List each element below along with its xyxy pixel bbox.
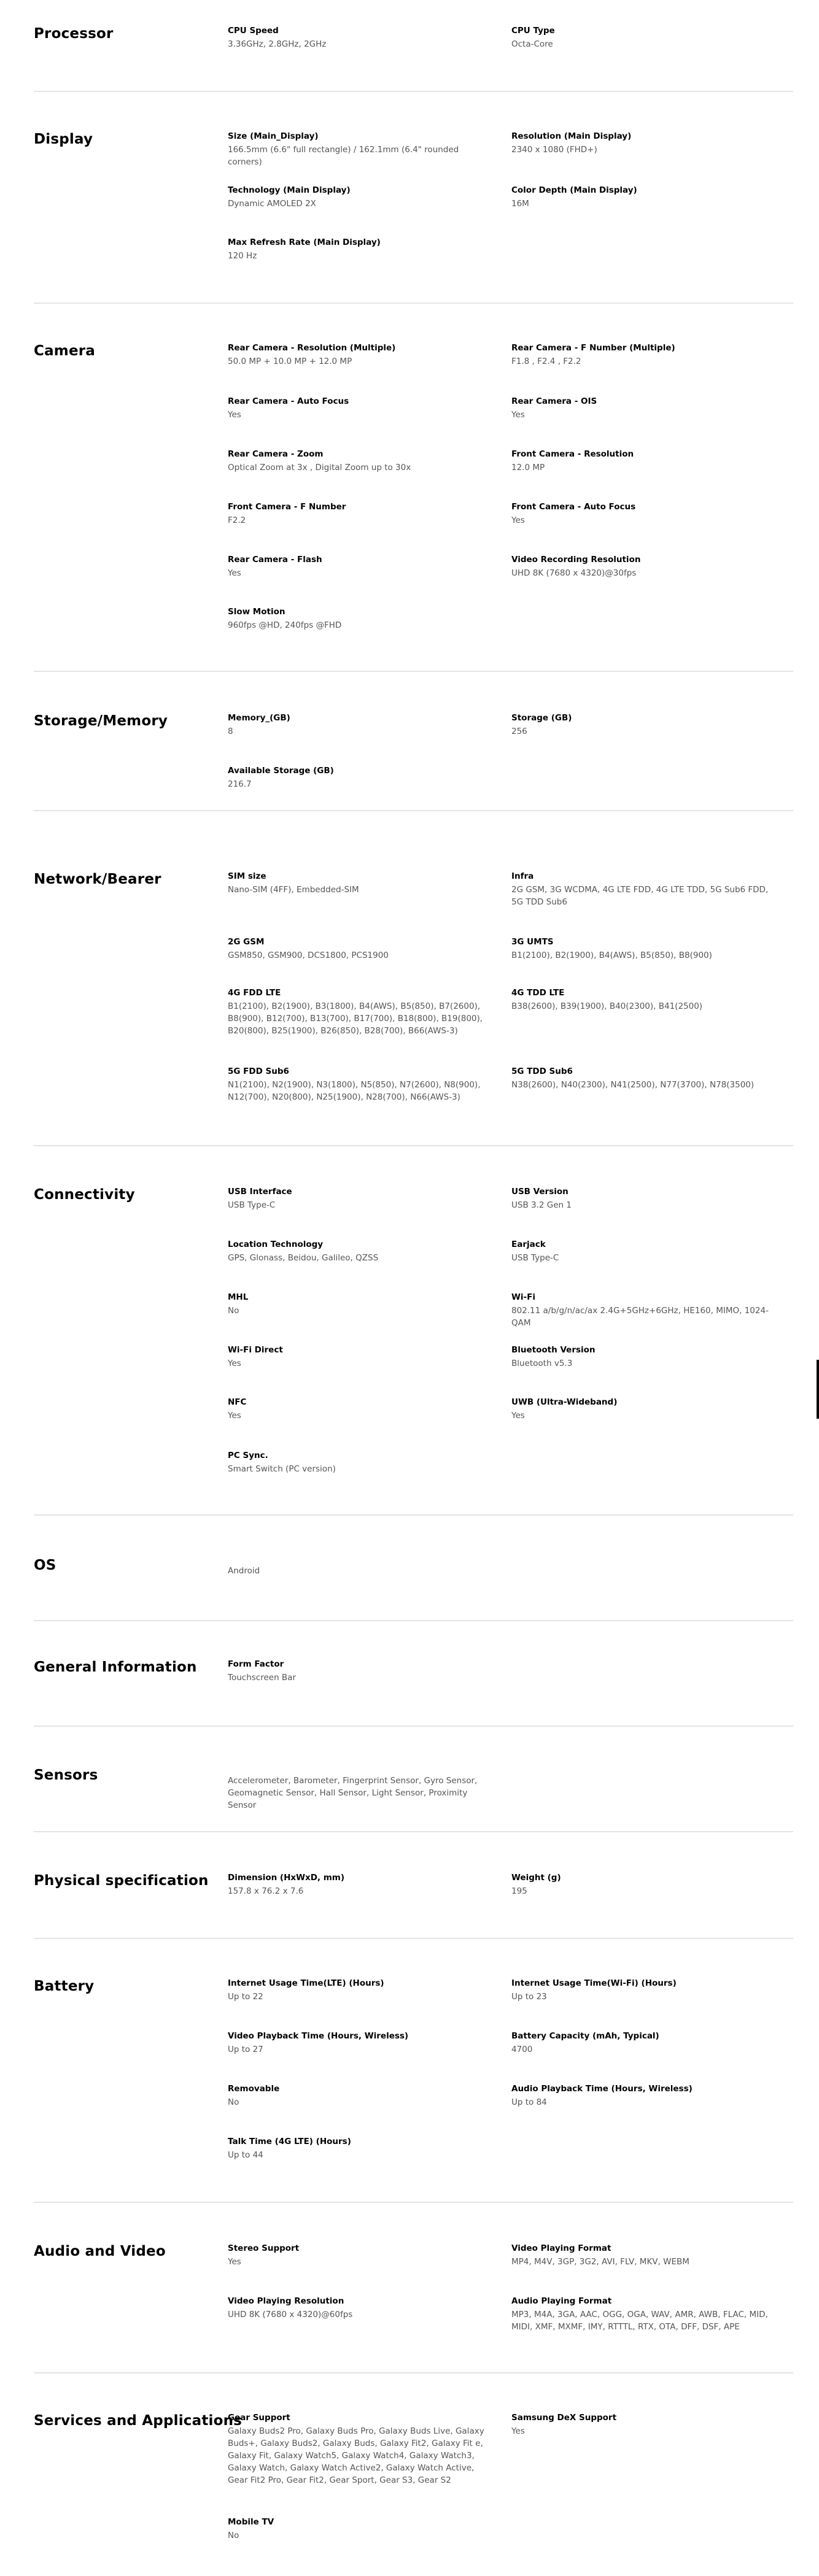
spec-value: 8 (228, 727, 233, 736)
spec-item-earjack (511, 1238, 775, 1264)
spec-item-rear-camera-resolution-multiple (228, 342, 492, 368)
spec-item-5g-tdd-sub6 (511, 1065, 775, 1091)
spec-item-available-storage-gb (228, 765, 492, 790)
spec-item-bluetooth-version (511, 1344, 775, 1370)
spec-value: Touchscreen Bar (228, 1673, 296, 1683)
section-title: Services and Applications (34, 2413, 243, 2429)
spec-item (228, 1556, 492, 1577)
spec-item-stereo-support (228, 2242, 492, 2268)
section-title: General Information (34, 1659, 197, 1675)
section-title: Network/Bearer (34, 871, 161, 887)
spec-label: Infra (511, 871, 534, 881)
spec-value: Nano-SIM (4FF), Embedded-SIM (228, 885, 359, 895)
spec-item-video-playback-time-hours-wireless (228, 2030, 492, 2056)
spec-item-pc-sync (228, 1449, 492, 1475)
spec-label: Rear Camera - OIS (511, 396, 597, 406)
section-title: OS (34, 1557, 56, 1573)
section-os (34, 1516, 793, 1621)
spec-label: Dimension (HxWxD, mm) (228, 1873, 345, 1883)
spec-value: Up to 23 (511, 1992, 547, 2002)
spec-value: 157.8 x 76.2 x 7.6 (228, 1886, 304, 1896)
spec-value: Up to 44 (228, 2150, 263, 2160)
spec-label: Samsung DeX Support (511, 2413, 617, 2423)
spec-item-mobile-tv (228, 2516, 492, 2542)
spec-value: 16M (511, 199, 529, 209)
spec-value: Android (228, 1566, 260, 1576)
spec-label: Location Technology (228, 1240, 324, 1249)
spec-label: Rear Camera - Zoom (228, 449, 324, 459)
spec-label: CPU Type (511, 26, 555, 36)
spec-item-talk-time-4g-lte-hours (228, 2135, 492, 2161)
section-audio-and-video (34, 2203, 793, 2374)
spec-item-rear-camera-f-number-multiple (511, 342, 775, 368)
spec-label: 5G FDD Sub6 (228, 1066, 289, 1076)
spec-item-sim-size (228, 870, 492, 896)
section-title: Battery (34, 1978, 95, 1994)
spec-label: Rear Camera - Flash (228, 555, 322, 565)
spec-value: Bluetooth v5.3 (511, 1359, 573, 1368)
spec-label: Talk Time (4G LTE) (Hours) (228, 2137, 351, 2146)
spec-value: 12.0 MP (511, 463, 545, 472)
spec-value: 50.0 MP + 10.0 MP + 12.0 MP (228, 357, 352, 366)
section-battery (34, 1939, 793, 2203)
spec-item-front-camera-auto-focus (511, 501, 775, 526)
spec-value: F2.2 (228, 515, 246, 525)
spec-label: Battery Capacity (mAh, Typical) (511, 2031, 659, 2041)
spec-item-resolution-main-display (511, 130, 775, 156)
spec-label: Memory_(GB) (228, 713, 290, 723)
spec-item-4g-fdd-lte (228, 987, 492, 1037)
spec-item-wi-fi-direct (228, 1344, 492, 1370)
spec-item-rear-camera-ois (511, 395, 775, 421)
spec-value: 2G GSM, 3G WCDMA, 4G LTE FDD, 4G LTE TDD, 5G Sub6 FDD, 5G TDD Sub6 (511, 885, 769, 907)
spec-label: Bluetooth Version (511, 1345, 596, 1355)
spec-label: Wi-Fi (511, 1292, 535, 1302)
spec-value: Up to 27 (228, 2045, 263, 2054)
section-title: Storage/Memory (34, 713, 168, 729)
spec-label: Weight (g) (511, 1873, 561, 1883)
spec-value: USB Type-C (228, 1200, 276, 1210)
spec-value: B1(2100), B2(1900), B3(1800), B4(AWS), B5(850), B7(2600), B8(900), B12(700), B13(700), B17(700), B18(800), B19(800), B20(800), B25(1900), B26(850), B28(700), B66(AWS-3) (228, 1001, 483, 1036)
spec-item-nfc (228, 1396, 492, 1422)
spec-label: Available Storage (GB) (228, 766, 334, 776)
spec-value: Yes (511, 2426, 525, 2436)
spec-value: B38(2600), B39(1900), B40(2300), B41(2500) (511, 1001, 703, 1011)
spec-item-rear-camera-flash (228, 553, 492, 579)
spec-label: Technology (Main Display) (228, 185, 351, 195)
spec-item-cpu-speed (228, 25, 492, 50)
spec-label: Audio Playback Time (Hours, Wireless) (511, 2084, 693, 2094)
spec-item-audio-playing-format (511, 2295, 775, 2333)
spec-value: No (228, 1306, 239, 1316)
spec-item (228, 1766, 492, 1811)
spec-value: Up to 22 (228, 1992, 263, 2002)
spec-item-infra (511, 870, 775, 908)
spec-label: USB Interface (228, 1187, 292, 1197)
spec-label: Storage (GB) (511, 713, 572, 723)
section-display (34, 92, 793, 304)
spec-item-2g-gsm (228, 936, 492, 962)
spec-label: Mobile TV (228, 2517, 274, 2527)
spec-label: Max Refresh Rate (Main Display) (228, 237, 381, 247)
spec-value: Yes (228, 1411, 241, 1421)
spec-value: Up to 84 (511, 2097, 547, 2107)
spec-item-uwb-ultra-wideband (511, 1396, 775, 1422)
section-storage-memory (34, 672, 793, 811)
section-title: Sensors (34, 1767, 98, 1783)
spec-value: 802.11 a/b/g/n/ac/ax 2.4G+5GHz+6GHz, HE160, MIMO, 1024-QAM (511, 1306, 769, 1328)
spec-label: Internet Usage Time(Wi-Fi) (Hours) (511, 1978, 677, 1988)
spec-label: Size (Main_Display) (228, 131, 319, 141)
spec-item-3g-umts (511, 936, 775, 962)
spec-label: NFC (228, 1397, 247, 1407)
spec-label: 4G FDD LTE (228, 988, 281, 998)
spec-label: UWB (Ultra-Wideband) (511, 1397, 618, 1407)
spec-value: 256 (511, 727, 527, 736)
spec-value: 216.7 (228, 779, 252, 789)
spec-label: Form Factor (228, 1659, 284, 1669)
spec-label: Resolution (Main Display) (511, 131, 632, 141)
spec-value: 2340 x 1080 (FHD+) (511, 145, 597, 155)
section-services-and-applications (34, 2374, 793, 2576)
section-connectivity (34, 1146, 793, 1516)
section-title: Connectivity (34, 1187, 135, 1203)
spec-value: Yes (228, 568, 241, 578)
section-title: Display (34, 131, 93, 147)
spec-label: Front Camera - Auto Focus (511, 502, 636, 512)
spec-value: Yes (228, 410, 241, 420)
spec-label: Rear Camera - Auto Focus (228, 396, 349, 406)
spec-item-rear-camera-auto-focus (228, 395, 492, 421)
spec-item-removable (228, 2083, 492, 2108)
spec-label: CPU Speed (228, 26, 279, 36)
section-title: Processor (34, 26, 114, 42)
section-title: Camera (34, 343, 96, 359)
spec-value: N38(2600), N40(2300), N41(2500), N77(3700), N78(3500) (511, 1080, 755, 1090)
spec-value: Yes (228, 1359, 241, 1368)
spec-label: Rear Camera - F Number (Multiple) (511, 343, 675, 353)
spec-value: Galaxy Buds2 Pro, Galaxy Buds Pro, Galaxy Buds Live, Galaxy Buds+, Galaxy Buds2, Galaxy Buds, Galaxy Fit2, Galaxy Fit e, Galaxy Fit, Galaxy Watch5, Galaxy Watch4, Galaxy Watch3, Galaxy Watch, Galaxy Watch Active2, Galaxy Watch Active, Gear Fit2 Pro, Gear Fit2, Gear Sport, Gear S3, Gear S2 (228, 2426, 484, 2485)
spec-item-video-recording-resolution (511, 553, 775, 579)
spec-item-gear-support (228, 2412, 492, 2486)
spec-item-video-playing-resolution (228, 2295, 492, 2321)
spec-value: 4700 (511, 2045, 533, 2054)
spec-value: GSM850, GSM900, DCS1800, PCS1900 (228, 951, 389, 960)
spec-label: Gear Support (228, 2413, 290, 2423)
spec-value: Accelerometer, Barometer, Fingerprint Sensor, Gyro Sensor, Geomagnetic Sensor, Hall Sensor, Light Sensor, Proximity Sensor (228, 1776, 478, 1810)
spec-label: Slow Motion (228, 607, 285, 617)
spec-value: F1.8 , F2.4 , F2.2 (511, 357, 581, 366)
spec-label: Audio Playing Format (511, 2296, 612, 2306)
spec-item-internet-usage-time-wi-fi-hours (511, 1977, 775, 2003)
spec-item-weight-g (511, 1872, 775, 1897)
spec-label: Video Playing Resolution (228, 2296, 344, 2306)
spec-value: USB Type-C (511, 1253, 559, 1263)
section-camera (34, 304, 793, 672)
spec-item-front-camera-resolution (511, 448, 775, 474)
spec-value: Yes (511, 1411, 525, 1421)
spec-value: Yes (511, 410, 525, 420)
spec-label: Video Recording Resolution (511, 555, 641, 565)
spec-label: Stereo Support (228, 2243, 300, 2253)
spec-item-4g-tdd-lte (511, 987, 775, 1012)
spec-value: Yes (228, 2257, 241, 2267)
spec-item-color-depth-main-display (511, 184, 775, 210)
spec-value: UHD 8K (7680 x 4320)@30fps (511, 568, 637, 578)
spec-value: 3.36GHz, 2.8GHz, 2GHz (228, 39, 327, 49)
spec-value: 960fps @HD, 240fps @FHD (228, 620, 342, 630)
spec-label: SIM size (228, 871, 266, 881)
spec-label: Video Playback Time (Hours, Wireless) (228, 2031, 409, 2041)
section-title: Audio and Video (34, 2243, 166, 2259)
spec-value: USB 3.2 Gen 1 (511, 1200, 572, 1210)
spec-value: GPS, Glonass, Beidou, Galileo, QZSS (228, 1253, 379, 1263)
spec-value: Dynamic AMOLED 2X (228, 199, 316, 209)
spec-label: Wi-Fi Direct (228, 1345, 283, 1355)
spec-value: No (228, 2531, 239, 2540)
spec-item-usb-interface (228, 1186, 492, 1211)
spec-item-internet-usage-time-lte-hours (228, 1977, 492, 2003)
spec-item-wi-fi (511, 1291, 775, 1329)
spec-item-usb-version (511, 1186, 775, 1211)
section-physical-specification (34, 1832, 793, 1939)
section-network-bearer (34, 811, 793, 1146)
spec-value: N1(2100), N2(1900), N3(1800), N5(850), N7(2600), N8(900), N12(700), N20(800), N25(1900), N28(700), N66(AWS-3) (228, 1080, 481, 1102)
spec-item-storage-gb (511, 712, 775, 738)
spec-item-location-technology (228, 1238, 492, 1264)
spec-value: No (228, 2097, 239, 2107)
spec-label: 2G GSM (228, 937, 265, 947)
spec-value: Optical Zoom at 3x , Digital Zoom up to 30x (228, 463, 411, 472)
spec-item-audio-playback-time-hours-wireless (511, 2083, 775, 2108)
spec-label: PC Sync. (228, 1451, 268, 1460)
spec-label: Internet Usage Time(LTE) (Hours) (228, 1978, 384, 1988)
spec-value: Octa-Core (511, 39, 553, 49)
spec-label: Front Camera - F Number (228, 502, 346, 512)
spec-value: 166.5mm (6.6" full rectangle) / 162.1mm (6.4" rounded corners) (228, 145, 459, 167)
section-title: Physical specification (34, 1873, 209, 1889)
spec-label: 5G TDD Sub6 (511, 1066, 573, 1076)
spec-item-mhl (228, 1291, 492, 1317)
spec-label: Earjack (511, 1240, 546, 1249)
spec-label: MHL (228, 1292, 249, 1302)
spec-label: 3G UMTS (511, 937, 554, 947)
spec-item-video-playing-format (511, 2242, 775, 2268)
spec-value: MP3, M4A, 3GA, AAC, OGG, OGA, WAV, AMR, AWB, FLAC, MID, MIDI, XMF, MXMF, IMY, RTTTL, RTX, OTA, DFF, DSF, APE (511, 2310, 768, 2332)
section-sensors (34, 1727, 793, 1832)
spec-item-cpu-type (511, 25, 775, 50)
spec-value: Yes (511, 515, 525, 525)
spec-label: Front Camera - Resolution (511, 449, 634, 459)
spec-item-rear-camera-zoom (228, 448, 492, 474)
spec-label: Rear Camera - Resolution (Multiple) (228, 343, 396, 353)
section-general-information (34, 1621, 793, 1727)
spec-item-size-main-display (228, 130, 492, 168)
spec-value: 120 Hz (228, 251, 257, 261)
spec-value: UHD 8K (7680 x 4320)@60fps (228, 2310, 353, 2320)
spec-value: Smart Switch (PC version) (228, 1464, 336, 1474)
spec-item-max-refresh-rate-main-display (228, 236, 492, 262)
spec-item-front-camera-f-number (228, 501, 492, 526)
spec-label: Removable (228, 2084, 280, 2094)
spec-item-technology-main-display (228, 184, 492, 210)
spec-label: Video Playing Format (511, 2243, 611, 2253)
spec-label: 4G TDD LTE (511, 988, 565, 998)
spec-label: USB Version (511, 1187, 569, 1197)
spec-value: 195 (511, 1886, 527, 1896)
scroll-indicator[interactable] (817, 1360, 819, 1419)
spec-item-slow-motion (228, 606, 492, 631)
spec-value: B1(2100), B2(1900), B4(AWS), B5(850), B8(900) (511, 951, 712, 960)
spec-item-dimension-hxwxd-mm (228, 1872, 492, 1897)
spec-item-5g-fdd-sub6 (228, 1065, 492, 1103)
spec-item-samsung-dex-support (511, 2412, 775, 2437)
spec-item-form-factor (228, 1658, 492, 1684)
spec-item-memory-gb (228, 712, 492, 738)
spec-value: MP4, M4V, 3GP, 3G2, AVI, FLV, MKV, WEBM (511, 2257, 689, 2267)
section-processor (34, 0, 793, 92)
spec-label: Color Depth (Main Display) (511, 185, 637, 195)
spec-item-battery-capacity-mah-typical (511, 2030, 775, 2056)
